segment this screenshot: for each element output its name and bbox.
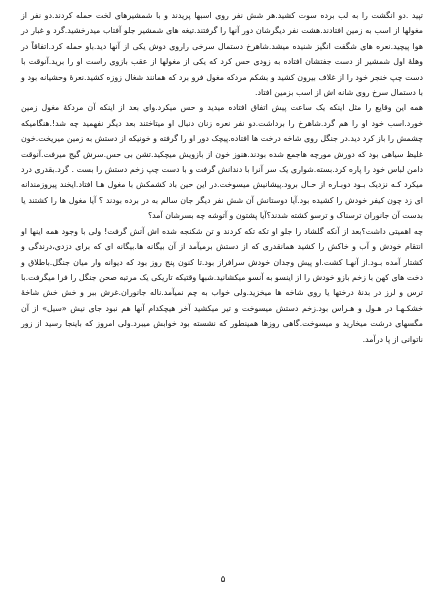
page-number: ۵: [220, 575, 226, 585]
paragraph-1: تپید .دو انگشت را به لب برده سوت کشید.هر شش نفر روی اسبها پریدند و با شمشیرهای لخت حمله کردند.دو نفر از مغولها از اسب به زمین افتادند.هشت نفر دیگرشان دور آنها را گرفتند.تیغه های شمشیر جلو آفتاب میدرخشید.گرد و غبار در هوا پیچید.نعره های شگفت انگیز شنیده میشد.شاهرخ دستمال سرخی راروی دوش یکی از آنها دید.باو حمله کرد.اتفاقاً در وهلهٔ اول شمشیر از دست جفتشان افتاده به زودی حس کرد که یکی از مغولها از عقب بازوی راست او را برید.آنوقت با دست چپ خنجر خود را از غلاف بیرون کشید و بشکم مردکه مغول فرو برد که همانند شغال زوزه کشید.نعرهٔ وحشیانه بود و با دستمال سرخ روی شانه اش از اسب بزمین افتاد.: [21, 11, 423, 98]
paragraph-2: همه این وقایع را مثل اینکه یک ساعت پیش اتفاق افتاده میدید و حس میکرد.وای بعد از اینکه آن مردکهٔ مغول زمین خورد.اسب خود او را هم گرد.شاهرخ را برداشت.دو نفر نعره زنان دنبال او میتاختند بعد دیگر نفهمید چه شد!.هنگامیکه چشمش را باز کرد دید.در جنگل روی شاخه درخت ها افتاده.پیچک دور او را گرفته و خونیکه از دستش به زمین میریخت.خون غلیظ سیاهی بود که دورش مورچه هاجمع شده بودند.هنوز خون از بازویش میچکید.تشن بی حس.سرش گیج میرفت.آنوقت دامن لباس خود را پاره کرد.بسته.شواری یک سر آنرا با دندانش گرفت و با دست چپ زخم دستش را بست . گرد.بقدری درد میکرد کـه نزدیک بـود دوبـاره از حـال برود.پیشانیش میسوخت.در این حین باد کشمکش با مغول هـا افتاد.ایخند پیروزمندانه ای زد چون کیفر خودش را کشیده بود.آیا دوستانش آن شش نفر دیگر جان سالم به در برده بودند ؟ آیا مغول ها را کشتند یا بدست آن جانوران ترسناک و ترسو کشته شدند؟آیا پشتون و آتوشه چه بسرشان آمد؟: [21, 103, 423, 221]
body-text: [21, 8, 423, 347]
paragraph-3: چه اهمیتی داشت؟بعد از آنکه گلشاد را جلو او تکه تکه کردند و تن شکنجه شده اش آتش گرفت! ولی با وجود همه اینها او انتقام خودش و آب و خاکش را کشید همانقدری که از دستش برمیآمد از آن بیگانه ها.بیگانه ای که برای دزدی،درندگی و کشتار آمده بـود.از آنهـا کشت.او پیش وجدان خودش سرافراز بود.تا کنون پنج روز بود که دیوانه وار میان جنگل.باطلاق و دخت های کهن با زخم بازو خودش را از اینسو به آنسو میکشانید.شبها وقتیکه تاریکی یک مرتبه صحن جنگل را فرا میگرفت.با ترس و لرز در بدنهٔ درختها یا روی شاخه ها میخزید.ولی خواب به چم نمیآمد.ناله جانوران.غرش ببر و خش خش شاخهٔ خشکـهـا در هـول و هـراس بود.زخم دستش میسوخت و تیر میکشید آخر هیچکدام آنها هم نبود جای نیش «سیل» از آن مگسهای درشت میخارید و میسوخت.گاهی روزها همینطور که نشسته بود خوابش میبرد.ولی امروز که باینجا رسید از زور ناتوانی از پا درآمد.: [21, 226, 423, 344]
